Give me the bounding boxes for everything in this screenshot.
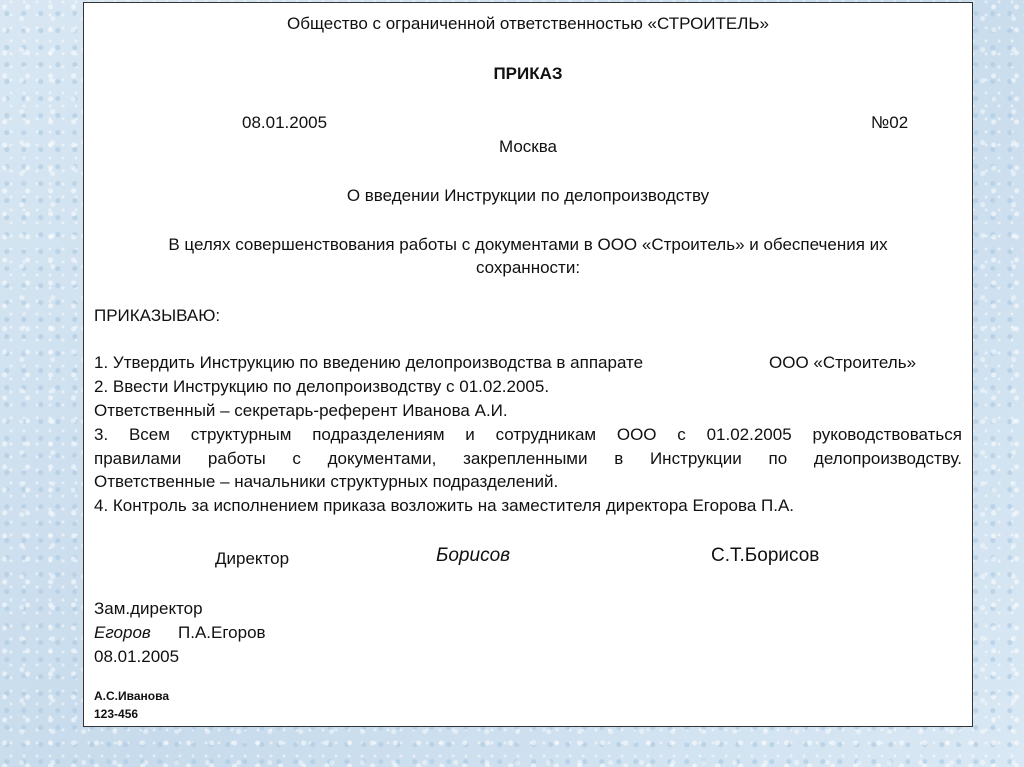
organization-name: Общество с ограниченной ответственностью «СТРОИТЕЛЬ» <box>286 14 770 33</box>
order-item-3-line-1: 3. Всем структурным подразделениям и сотрудникам ООО с 01.02.2005 руководствоваться <box>94 425 962 444</box>
preamble-line-1: В целях совершенствования работы с документами в ООО «Строитель» и обеспечения их <box>168 235 888 254</box>
signature-handwritten: Борисов <box>436 545 511 566</box>
preamble-line-2: сохранности: <box>475 258 581 277</box>
document-number: №02 <box>871 113 909 132</box>
document-date: 08.01.2005 <box>242 113 328 132</box>
document-subject: О введении Инструкции по делопроизводству <box>346 186 710 205</box>
document-type: ПРИКАЗ <box>493 64 563 83</box>
document-city: Москва <box>498 137 558 156</box>
order-item-2-responsible: Ответственный – секретарь-референт Иванова А.И. <box>94 401 508 420</box>
signature-name: С.Т.Борисов <box>711 545 820 566</box>
order-item-3-responsible: Ответственные – начальники структурных подразделений. <box>94 472 559 491</box>
executor-phone: 123-456 <box>94 707 139 721</box>
approval-date: 08.01.2005 <box>94 647 180 666</box>
approval-position: Зам.директор <box>94 599 203 618</box>
order-item-3-line-2: правилами работы с документами, закрепленными в Инструкции по делопроизводству. <box>94 449 962 468</box>
order-item-1-org: ООО «Строитель» <box>769 353 917 372</box>
order-item-1: 1. Утвердить Инструкцию по введению делопроизводства в аппарате <box>94 353 644 372</box>
order-word: ПРИКАЗЫВАЮ: <box>94 306 221 325</box>
signature-position: Директор <box>215 549 290 568</box>
order-item-2: 2. Ввести Инструкцию по делопроизводству с 01.02.2005. <box>94 377 550 396</box>
executor-name: А.С.Иванова <box>94 689 169 703</box>
approval-handwritten: Егоров <box>94 623 151 642</box>
document-page <box>83 2 973 727</box>
approval-name: П.А.Егоров <box>178 623 266 642</box>
order-item-4: 4. Контроль за исполнением приказа возложить на заместителя директора Егорова П.А. <box>94 496 795 515</box>
